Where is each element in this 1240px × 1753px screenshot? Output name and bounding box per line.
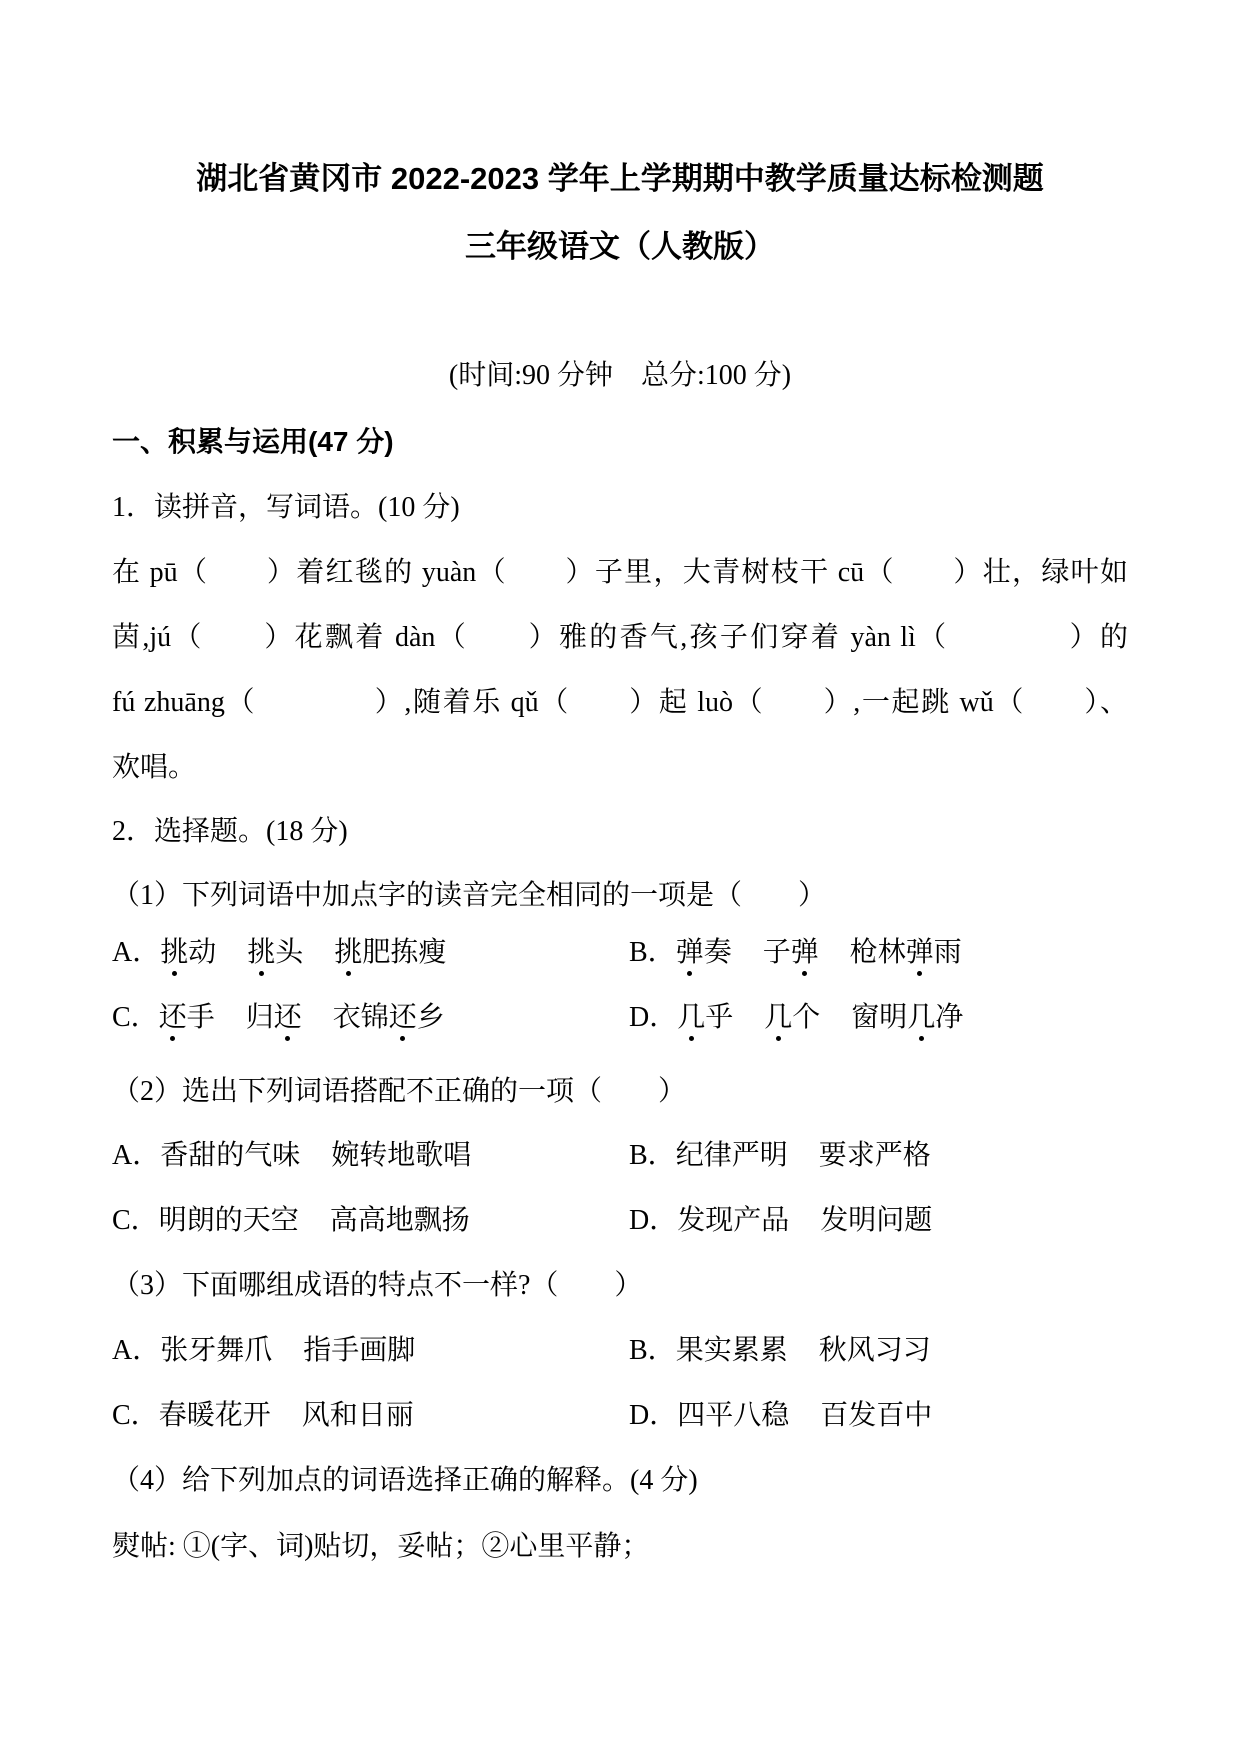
option-word <box>246 998 302 1038</box>
option-label: A． <box>112 937 161 968</box>
subquestion-3-prompt: （3）下面哪组成语的特点不一样?（ ） <box>112 1270 643 1301</box>
option-word: 秋风习习 <box>818 1335 931 1366</box>
word-suffix: 净 <box>935 1002 964 1033</box>
exam-subtitle: 三年级语文（人教版） <box>465 229 775 264</box>
word-prefix: 衣锦 <box>332 1002 389 1033</box>
dotted-char: 还 <box>158 1002 187 1033</box>
option-word: 百发百中 <box>820 1400 933 1431</box>
word-suffix: 头 <box>275 937 304 968</box>
option-b <box>629 1331 931 1371</box>
option-label: C． <box>112 1002 159 1033</box>
option-word: 发明问题 <box>820 1205 933 1236</box>
option-word: 四平八稳 <box>677 1400 790 1431</box>
option-word <box>160 933 216 973</box>
dotted-char: 挑 <box>160 937 189 968</box>
option-word: 婉转地歌唱 <box>331 1140 472 1171</box>
option-word <box>677 998 733 1038</box>
option-word: 明朗的天空 <box>158 1205 299 1236</box>
option-b <box>629 1136 931 1176</box>
option-word <box>334 933 446 973</box>
option-label: C． <box>112 1400 159 1431</box>
option-word: 春暖花开 <box>158 1400 271 1431</box>
word-definition: 熨帖: ①(字、词)贴切，妥帖；②心里平静； <box>112 1531 650 1562</box>
exam-time-info: (时间:90 分钟 总分:100 分) <box>448 360 792 391</box>
word-prefix: 枪林 <box>849 937 906 968</box>
subquestion-2-prompt: （2）选出下列词语搭配不正确的一项（ ） <box>112 1076 687 1107</box>
question-1-prompt: 1．读拼音，写词语。(10 分) <box>112 492 460 523</box>
dotted-char: 几 <box>764 1002 793 1033</box>
word-suffix: 个 <box>792 1002 821 1033</box>
dotted-char: 挑 <box>334 937 363 968</box>
option-d <box>629 1396 932 1436</box>
option-word: 要求严格 <box>818 1140 931 1171</box>
option-d <box>629 1201 932 1241</box>
subquestion-4-prompt: （4）给下列加点的词语选择正确的解释。(4 分) <box>112 1465 698 1496</box>
word-suffix: 动 <box>188 937 217 968</box>
option-b <box>629 933 962 973</box>
subquestion-1-prompt: （1）下列词语中加点字的读音完全相同的一项是（ ） <box>112 880 827 911</box>
dotted-char: 挑 <box>247 937 276 968</box>
dotted-char: 几 <box>677 1002 706 1033</box>
option-word: 果实累累 <box>675 1335 788 1366</box>
option-d <box>629 998 963 1038</box>
option-word <box>764 998 820 1038</box>
dotted-char: 几 <box>907 1002 936 1033</box>
option-a <box>112 933 446 973</box>
option-word: 发现产品 <box>677 1205 790 1236</box>
option-label: D． <box>629 1400 678 1431</box>
passage-line: fú zhuāng（ ）,随着乐 qǔ（ ）起 luò（ ）,一起跳 wǔ（ ）、 <box>112 687 1128 718</box>
dotted-char: 弹 <box>675 937 704 968</box>
option-c <box>112 1201 470 1241</box>
option-word <box>763 933 819 973</box>
dotted-char: 还 <box>388 1002 417 1033</box>
word-suffix: 乎 <box>705 1002 734 1033</box>
option-word <box>850 933 962 973</box>
option-c <box>112 1396 414 1436</box>
option-word: 风和日丽 <box>301 1400 414 1431</box>
option-label: B． <box>629 1335 676 1366</box>
option-label: D． <box>629 1002 678 1033</box>
option-a <box>112 1331 415 1371</box>
word-suffix: 奏 <box>703 937 732 968</box>
option-label: C． <box>112 1205 159 1236</box>
dotted-char: 弹 <box>905 937 934 968</box>
dotted-char: 还 <box>273 1002 302 1033</box>
option-label: B． <box>629 937 676 968</box>
option-label: A． <box>112 1140 161 1171</box>
option-label: A． <box>112 1335 161 1366</box>
option-word <box>247 933 303 973</box>
option-c <box>112 998 445 1038</box>
word-suffix: 手 <box>186 1002 215 1033</box>
word-prefix: 窗明 <box>851 1002 908 1033</box>
option-word <box>333 998 445 1038</box>
option-word <box>159 998 215 1038</box>
word-suffix: 肥拣瘦 <box>362 937 447 968</box>
option-word <box>676 933 732 973</box>
exam-title: 湖北省黄冈市 2022-2023 学年上学期期中教学质量达标检测题 <box>196 161 1044 196</box>
question-2-prompt: 2．选择题。(18 分) <box>112 816 348 847</box>
option-word: 香甜的气味 <box>160 1140 301 1171</box>
option-label: D． <box>629 1205 678 1236</box>
option-word: 高高地飘扬 <box>329 1205 470 1236</box>
option-label: B． <box>629 1140 676 1171</box>
passage-line: 茵,jú（ ）花飘着 dàn（ ）雅的香气,孩子们穿着 yàn lì（ ）的 <box>112 622 1128 653</box>
section-heading: 一、积累与运用(47 分) <box>112 426 394 457</box>
passage-line: 在 pū（ ）着红毯的 yuàn（ ）子里，大青树枝干 cū（ ）壮，绿叶如 <box>112 557 1128 588</box>
option-word: 指手画脚 <box>303 1335 416 1366</box>
dotted-char: 弹 <box>790 937 819 968</box>
word-prefix: 子 <box>762 937 791 968</box>
word-suffix: 乡 <box>416 1002 445 1033</box>
word-prefix: 归 <box>245 1002 274 1033</box>
option-word <box>851 998 963 1038</box>
option-a <box>112 1136 471 1176</box>
option-word: 张牙舞爪 <box>160 1335 273 1366</box>
option-word: 纪律严明 <box>675 1140 788 1171</box>
passage-line: 欢唱。 <box>112 752 197 783</box>
word-suffix: 雨 <box>933 937 962 968</box>
